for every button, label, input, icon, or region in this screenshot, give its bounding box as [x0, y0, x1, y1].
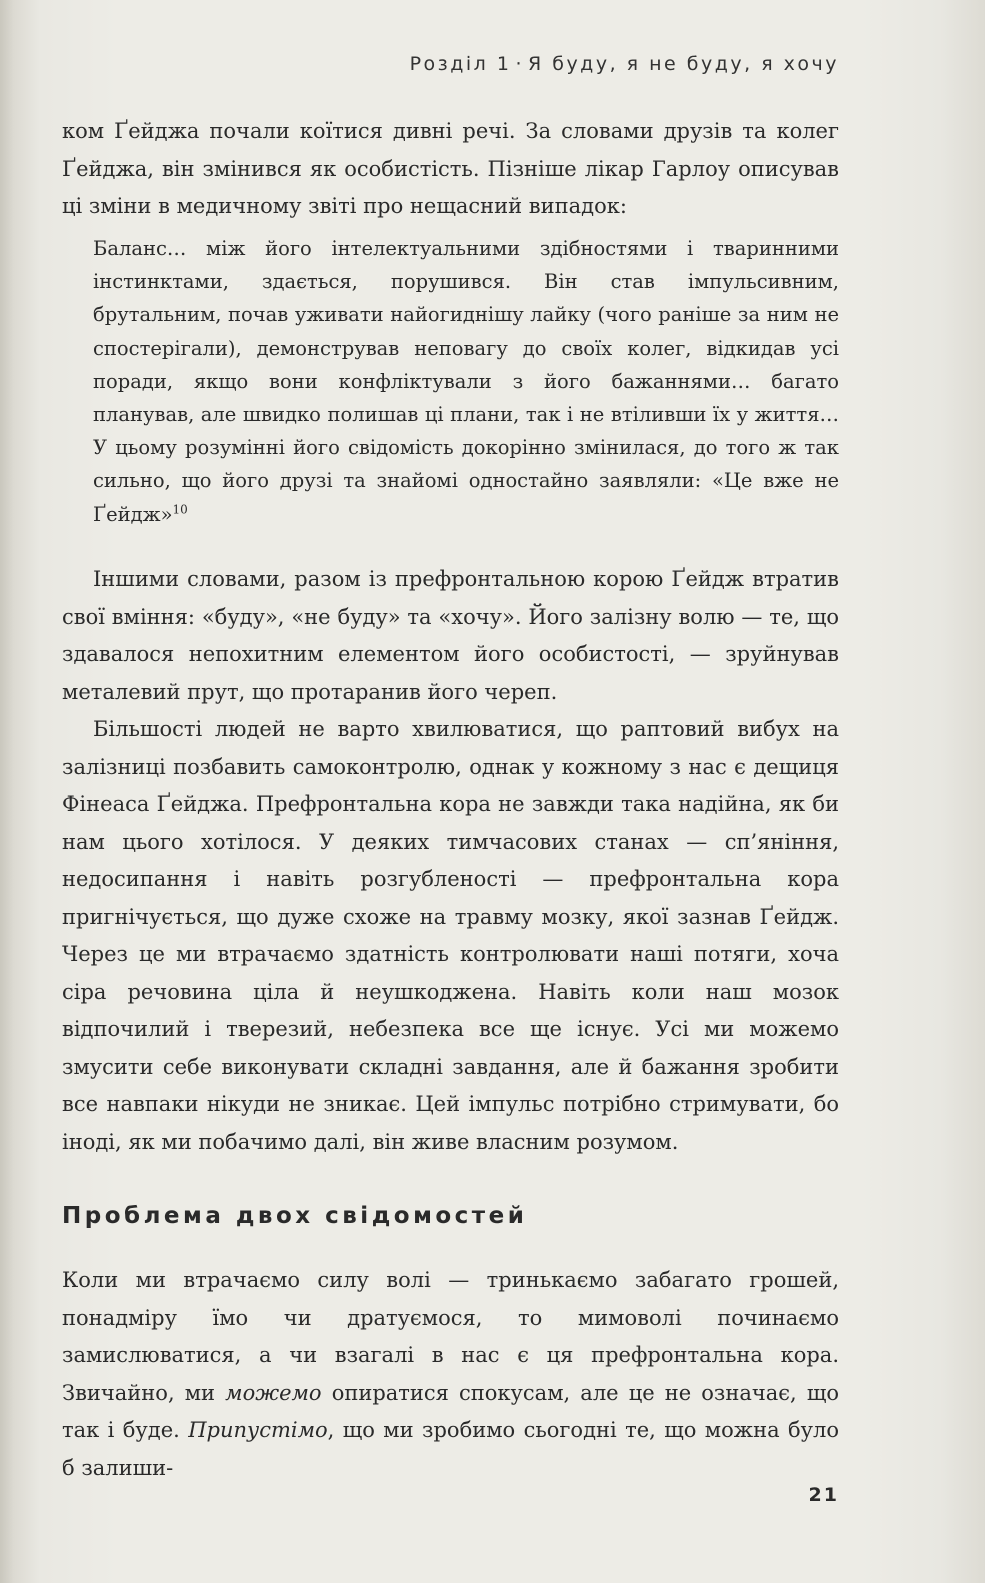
paragraph-4-block — [62, 1262, 839, 1487]
intro-paragraph: ком Ґейджа почали коїтися дивні речі. За словами друзів та колег Ґейджа, він змінився як особистість. Пізніше лікар Гарлоу описував ці зміни в медичному звіті про нещасний випадок: — [62, 119, 839, 218]
paragraph-3: Більшості людей не варто хвилюватися, що раптовий вибух на залізниці позбавить самоконтролю, однак у кожному з нас є дещиця Фінеаса Ґейджа. Префронтальна кора не завжди така надійна, як би нам цього хотілося. У деяких тимчасових станах — сп’яніння, недосипання і навіть розгубленості — префронтальна кора пригнічується, що дуже схоже на травму мозку, якої зазнав Ґейдж. Через це ми втрачаємо здатність контролювати наші потяги, хоча сіра речовина ціла й неушкоджена. Навіть коли наш мозок відпочилий і тверезий, небезпека все ще існує. Усі ми можемо змусити себе виконувати складні завдання, але й бажання зробити все навпаки нікуди не зникає. Цей імпульс потрібно стримувати, бо іноді, як ми побачимо далі, він живе власним розумом. — [62, 717, 839, 1154]
footnote-marker: 10 — [172, 502, 188, 517]
paragraph-4-italic-1: можемо — [225, 1380, 322, 1405]
chapter-title: Я буду, я не буду, я хочу — [527, 53, 839, 75]
running-head-separator: · — [515, 53, 524, 75]
running-head — [410, 53, 839, 75]
paragraph-4-part-3: , що ми зробимо сьогодні те, що можна було б залиши- — [62, 1418, 839, 1480]
main-text-block — [62, 561, 839, 1161]
paragraph-4-italic-2: Припустімо — [188, 1418, 328, 1442]
paragraph-4 — [62, 1262, 839, 1487]
paragraph-4-part-2: опиратися спокусам, але це не означає, що так і буде. — [62, 1380, 839, 1442]
page-number: 21 — [808, 1484, 839, 1506]
paragraph-2: Іншими словами, разом із префронтальною корою Ґейдж втратив свої вміння: «буду», «не буду» та «хочу». Його залізну волю — те, що здавалося непохитним елементом його особистості, — зруйнував металевий прут, що протаранив його череп. — [62, 567, 839, 704]
chapter-label: Розділ 1 — [409, 53, 512, 75]
quote-text: Баланс… між його інтелектуальними здібностями і тваринними інстинктами, здається, порушився. Він став імпульсивним, брутальним, почав уживати найогиднішу лайку (чого раніше за ним не спостерігали), демонстрував неповагу до своїх колег, відкидав усі поради, якщо вони конфліктували з його бажаннями… багато планував, але швидко полишав ці плани, так і не втіливши їх у життя… У цьому розумінні його свідомість докорінно змінилася, до того ж так сильно, що його друзі та знайомі одностайно заявляли: «Це вже не Ґейдж» — [93, 237, 839, 526]
section-heading: Проблема двох свідомостей — [62, 1203, 528, 1229]
intro-paragraph-block — [62, 113, 839, 226]
paragraph-4-part-1: Коли ми втрачаємо силу волі — тринькаємо забагато грошей, понадміру їмо чи дратуємося, то мимоволі починаємо замислюватися, а чи взагалі в нас є ця префронтальна кора. Звичайно, ми — [62, 1268, 839, 1405]
block-quote — [93, 232, 839, 531]
quote-paragraph — [93, 232, 839, 531]
